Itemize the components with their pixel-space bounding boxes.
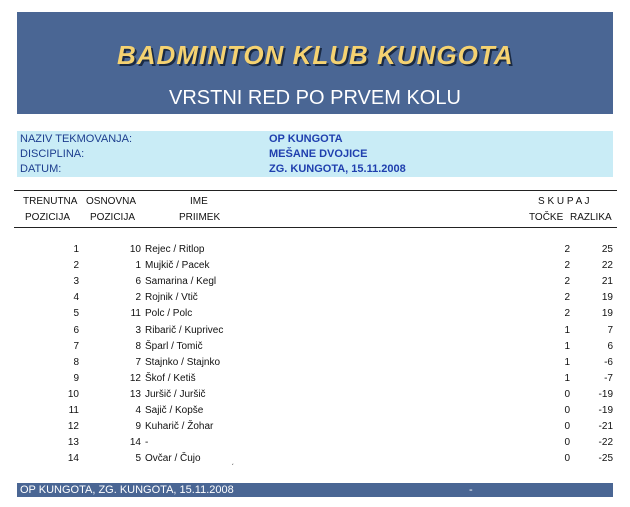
base-position-cell: 3: [135, 325, 141, 336]
table-row: [0, 435, 630, 450]
base-position-cell: 5: [135, 453, 141, 464]
position-cell: 4: [73, 292, 79, 303]
position-cell: 9: [73, 373, 79, 384]
base-position-cell: 9: [135, 421, 141, 432]
points-cell: 0: [564, 405, 570, 416]
position-cell: 3: [73, 276, 79, 287]
points-cell: 2: [564, 308, 570, 319]
base-position-cell: 6: [135, 276, 141, 287]
table-row: [0, 306, 630, 321]
base-position-cell: 14: [129, 437, 141, 448]
table-row: [0, 290, 630, 305]
header-pozicija-base: POZICIJA: [90, 212, 136, 223]
info-label: DATUM:: [20, 163, 62, 175]
position-cell: 7: [73, 341, 79, 352]
pair-name-cell: Rojnik / Vtič: [145, 292, 198, 303]
header-tocke: TOČKE: [529, 212, 564, 223]
points-cell: 2: [564, 260, 570, 271]
difference-cell: -7: [604, 373, 613, 384]
competition-info-box: [17, 131, 613, 177]
points-cell: 1: [564, 341, 570, 352]
base-position-cell: 11: [130, 308, 141, 319]
table-row: [0, 403, 630, 418]
position-cell: 11: [68, 405, 79, 416]
pair-name-cell: Ribarič / Kuprivec: [145, 325, 224, 336]
header-pozicija-current: POZICIJA: [25, 212, 71, 223]
difference-cell: -19: [598, 389, 613, 400]
points-cell: 2: [564, 292, 570, 303]
difference-cell: 7: [607, 325, 613, 336]
pair-name-cell: Rejec / Ritlop: [145, 244, 205, 255]
base-position-cell: 13: [129, 389, 141, 400]
difference-cell: 19: [601, 308, 613, 319]
info-row-name: [17, 132, 613, 146]
pair-name-cell: Samarina / Kegl: [145, 276, 217, 287]
difference-cell: 21: [601, 276, 613, 287]
table-row: [0, 355, 630, 370]
difference-cell: 6: [607, 341, 613, 352]
base-position-cell: 10: [129, 244, 141, 255]
table-row: [0, 339, 630, 354]
position-cell: 10: [67, 389, 79, 400]
table-row: [0, 323, 630, 338]
pair-name-cell: Ovčar / Čujo: [145, 453, 201, 464]
difference-cell: 22: [601, 260, 613, 271]
page-subtitle: VRSTNI RED PO PRVEM KOLU: [169, 87, 461, 109]
points-cell: 1: [564, 357, 570, 368]
info-row-discipline: [17, 147, 613, 161]
table-row: [0, 371, 630, 386]
info-label: DISCIPLINA:: [20, 148, 85, 160]
footer-text: OP KUNGOTA, ZG. KUNGOTA, 15.11.2008: [20, 484, 234, 496]
info-value: MEŠANE DVOJICE: [269, 148, 368, 160]
info-value: ZG. KUNGOTA, 15.11.2008: [269, 163, 406, 175]
footer-bar: [17, 483, 613, 497]
base-position-cell: 7: [135, 357, 141, 368]
points-cell: 0: [564, 421, 570, 432]
info-value: OP KUNGOTA: [269, 133, 343, 145]
pair-name-cell: Kuharič / Žohar: [145, 421, 214, 432]
points-cell: 1: [564, 373, 570, 384]
difference-cell: 25: [601, 244, 613, 255]
points-cell: 2: [564, 244, 570, 255]
position-cell: 13: [67, 437, 79, 448]
pair-name-cell: Škof / Ketiš: [145, 373, 196, 384]
header-osnovna: OSNOVNA: [86, 196, 137, 207]
table-row: [0, 451, 630, 466]
pair-name-cell: Juršič / Juršič: [145, 389, 206, 400]
pair-name-cell: Šparl / Tomič: [145, 341, 203, 352]
pair-name-cell: Stajnko / Stajnko: [145, 357, 221, 368]
footer-dash: -: [469, 484, 473, 496]
pair-name-cell: -: [145, 437, 149, 448]
header-ime: IME: [190, 196, 208, 207]
position-cell: 2: [73, 260, 79, 271]
difference-cell: -25: [598, 453, 613, 464]
table-header: [14, 190, 617, 228]
info-row-date: [17, 162, 613, 176]
position-cell: 5: [73, 308, 79, 319]
base-position-cell: 1: [135, 260, 141, 271]
club-name: BADMINTON KLUB KUNGOTA: [117, 40, 514, 70]
base-position-cell: 4: [135, 405, 141, 416]
table-row: [0, 274, 630, 289]
base-position-cell: 12: [129, 373, 141, 384]
position-cell: 14: [67, 453, 79, 464]
table-row: [0, 387, 630, 402]
difference-cell: -6: [604, 357, 613, 368]
points-cell: 0: [564, 437, 570, 448]
pair-name-cell: Sajič / Kopše: [145, 405, 204, 416]
header-razlika: RAZLIKA: [570, 212, 612, 223]
pair-name-cell: Mujkič / Pacek: [145, 260, 210, 271]
table-row: [0, 242, 630, 257]
difference-cell: -21: [598, 421, 613, 432]
position-cell: 12: [67, 421, 79, 432]
difference-cell: -19: [598, 405, 613, 416]
table-row: [0, 419, 630, 434]
position-cell: 1: [73, 244, 79, 255]
points-cell: 1: [564, 325, 570, 336]
base-position-cell: 8: [135, 341, 141, 352]
difference-cell: -22: [598, 437, 613, 448]
pair-name-cell: Polc / Polc: [145, 308, 193, 319]
scan-speck: ˏ: [231, 455, 234, 465]
points-cell: 0: [564, 453, 570, 464]
difference-cell: 19: [601, 292, 613, 303]
base-position-cell: 2: [135, 292, 141, 303]
table-row: [0, 258, 630, 273]
header-skupaj: S K U P A J: [538, 196, 590, 207]
points-cell: 0: [564, 389, 570, 400]
header-priimek: PRIIMEK: [179, 212, 221, 223]
position-cell: 6: [73, 325, 79, 336]
title-banner: [17, 12, 613, 114]
info-label: NAZIV TEKMOVANJA:: [20, 133, 133, 145]
points-cell: 2: [564, 276, 570, 287]
position-cell: 8: [73, 357, 79, 368]
header-trenutna: TRENUTNA: [23, 196, 78, 207]
